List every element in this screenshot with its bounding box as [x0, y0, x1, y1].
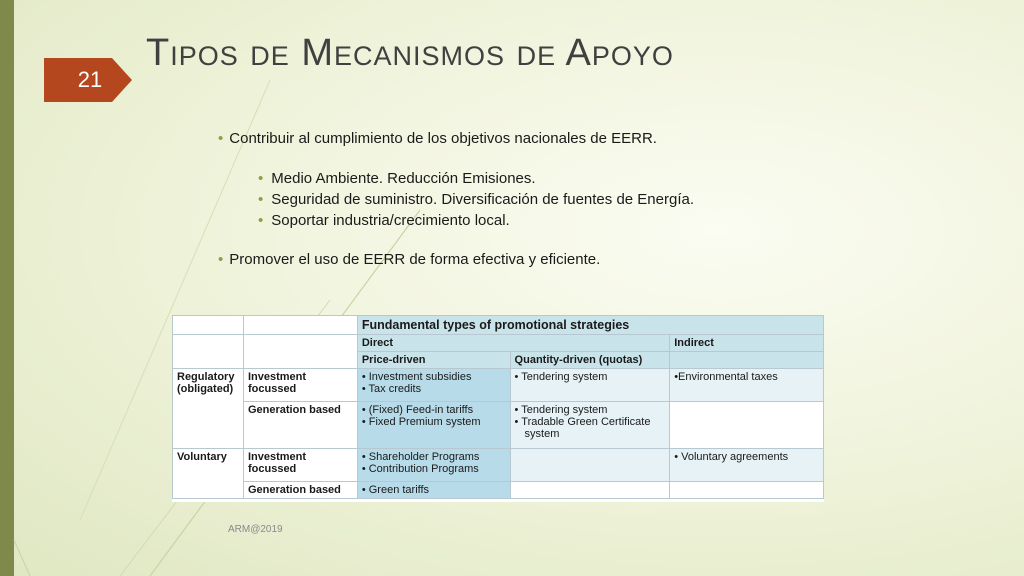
table-cell	[510, 402, 670, 449]
cell-line: •Environmental taxes	[674, 371, 778, 383]
cell-line: • Tendering system	[514, 371, 608, 383]
row-header-label: Regulatory	[177, 371, 235, 383]
table-cell	[357, 449, 510, 482]
cell-line: • Tendering system	[514, 404, 608, 416]
bullet-dot-icon: •	[218, 130, 224, 147]
row-subheader: Investment focussed	[243, 369, 357, 402]
table-cell	[357, 482, 510, 499]
table-title: Fundamental types of promotional strategies	[357, 316, 823, 335]
header-indirect: Indirect	[670, 335, 824, 352]
table-cell	[670, 482, 824, 499]
cell-line: • Shareholder Programs	[361, 451, 480, 463]
sub-bullet-text: Medio Ambiente. Reducción Emisiones.	[271, 170, 536, 187]
cell-line: system	[524, 428, 560, 440]
header-direct: Direct	[357, 335, 669, 352]
spacer	[218, 231, 918, 249]
cell-line: • Investment subsidies	[361, 371, 472, 383]
strategies-table	[172, 315, 824, 502]
table-cell	[670, 449, 824, 482]
table-cell	[510, 369, 670, 402]
header-price-driven: Price-driven	[357, 352, 510, 369]
cell-line: • Green tariffs	[361, 484, 430, 496]
cell-line: • Tradable Green Certificate	[514, 416, 651, 428]
bullet-list	[218, 128, 918, 289]
table-corner	[173, 316, 244, 335]
bullet-dot-icon: •	[218, 251, 224, 268]
row-subheader: Generation based	[243, 482, 357, 499]
footer-text: ARM@2019	[228, 524, 283, 535]
cell-line: • Voluntary agreements	[674, 451, 789, 463]
bullet-item	[218, 249, 918, 271]
table-cell	[670, 369, 824, 402]
slide-title: Tipos de Mecanismos de Apoyo	[146, 32, 674, 74]
table-corner	[173, 335, 244, 369]
table-corner	[243, 316, 357, 335]
row-subheader: Investment focussed	[243, 449, 357, 482]
row-header-voluntary: Voluntary	[173, 449, 244, 499]
bullet-dot-icon: •	[258, 170, 264, 187]
bullet-text: Promover el uso de EERR de forma efectiva y eficiente.	[229, 251, 601, 268]
cell-line: • Tax credits	[361, 383, 422, 395]
sub-bullet-text: Soportar industria/crecimiento local.	[271, 212, 510, 229]
table-corner	[243, 335, 357, 369]
cell-line: • (Fixed) Feed-in tariffs	[361, 404, 474, 416]
sub-bullet-item	[258, 210, 918, 231]
header-quantity-driven: Quantity-driven (quotas)	[510, 352, 670, 369]
bullet-item	[218, 128, 918, 150]
row-subheader: Generation based	[243, 402, 357, 449]
slide-number: 21	[77, 67, 103, 92]
row-header-label: (obligated)	[177, 383, 234, 395]
table-cell	[357, 369, 510, 402]
table-cell	[357, 402, 510, 449]
sub-bullet-item	[258, 168, 918, 189]
row-header-regulatory	[173, 369, 244, 449]
sub-bullet-item	[258, 189, 918, 210]
cell-line: • Fixed Premium system	[361, 416, 481, 428]
sub-bullet-text: Seguridad de suministro. Diversificación de fuentes de Energía.	[271, 191, 694, 208]
bullet-text: Contribuir al cumplimiento de los objetivos nacionales de EERR.	[229, 130, 657, 147]
bullet-dot-icon: •	[258, 212, 264, 229]
cell-line: • Contribution Programs	[361, 463, 479, 475]
table-cell	[670, 402, 824, 449]
bullet-dot-icon: •	[258, 191, 264, 208]
table-cell	[510, 482, 670, 499]
header-empty	[670, 352, 824, 369]
table-cell	[510, 449, 670, 482]
